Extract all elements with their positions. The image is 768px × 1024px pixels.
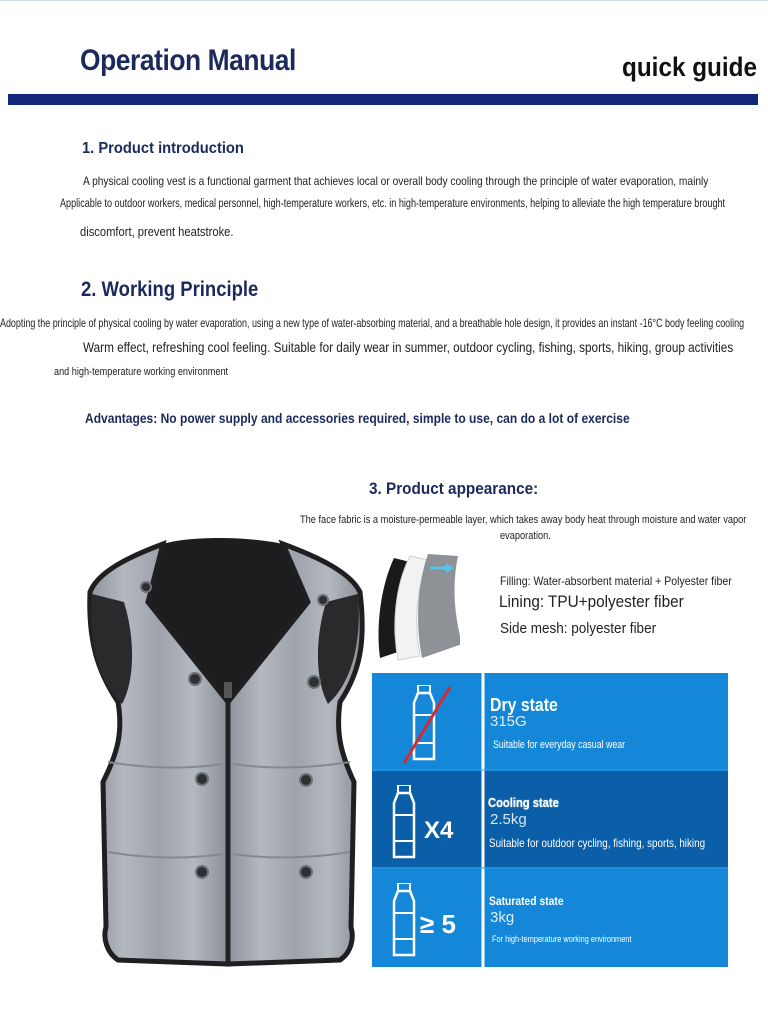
dry-state-weight: 315G <box>490 713 527 730</box>
filling-text: Filling: Water-absorbent material + Polyester fiber <box>500 574 732 588</box>
dry-state-desc: Suitable for everyday casual wear <box>493 739 626 751</box>
lining-text: Lining: TPU+polyester fiber <box>499 592 684 611</box>
section2-text-line3: and high-temperature working environment <box>54 366 229 378</box>
section3-heading: 3. Product appearance: <box>369 479 539 498</box>
multiplier-x4: X4 <box>424 817 454 844</box>
cooling-state-weight: 2.5kg <box>490 811 527 828</box>
dry-state-title: Dry state <box>490 695 558 715</box>
section1-text-line2: Applicable to outdoor workers, medical personnel, high-temperature workers, etc. in high-temperature environments, helping to alleviate the high temperature brought <box>60 198 726 210</box>
section1-text-line3: discomfort, prevent heatstroke. <box>80 224 234 239</box>
saturated-state-title: Saturated state <box>489 894 564 908</box>
top-divider <box>0 0 768 1</box>
cooling-vest-image <box>78 532 368 972</box>
cooling-state-desc: Suitable for outdoor cycling, fishing, sports, hiking <box>489 836 706 850</box>
advantages-text: Advantages: No power supply and accessories required, simple to use, can do a lot of exercise <box>85 410 630 426</box>
section1-heading: 1. Product introduction <box>82 140 244 157</box>
multiplier-ge5: ≥ 5 <box>420 909 456 939</box>
section1-text-line1: A physical cooling vest is a functional garment that achieves local or overall body cooling through the principle of water evaporation, mainly <box>83 174 709 188</box>
material-layers-image <box>376 548 460 663</box>
states-panel <box>372 673 728 967</box>
section2-text-line1: Adopting the principle of physical cooling by water evaporation, using a new type of water-absorbing material, and a breathable hole design, it provides an instant -16°C body feeling cooling <box>0 316 745 330</box>
page-subtitle: quick guide <box>622 52 758 82</box>
section3-desc-line2: evaporation. <box>500 530 551 542</box>
bottle-icon <box>386 785 422 861</box>
header-bar <box>8 94 758 105</box>
section3-desc-line1: The face fabric is a moisture-permeable layer, which takes away body heat through moisture and water vapor <box>300 514 747 526</box>
saturated-state-desc: For high-temperature working environment <box>492 934 632 944</box>
cooling-state-title: Cooling state <box>488 795 559 810</box>
page-title: Operation Manual <box>80 44 296 77</box>
bottle-icon-crossed <box>400 685 460 765</box>
bottle-icon <box>386 883 422 959</box>
saturated-state-weight: 3kg <box>490 909 515 926</box>
side-mesh-text: Side mesh: polyester fiber <box>500 620 657 637</box>
section2-heading: 2. Working Principle <box>81 278 259 301</box>
section2-text-line2: Warm effect, refreshing cool feeling. Suitable for daily wear in summer, outdoor cycling, fishing, sports, hiking, group activities <box>83 340 734 355</box>
